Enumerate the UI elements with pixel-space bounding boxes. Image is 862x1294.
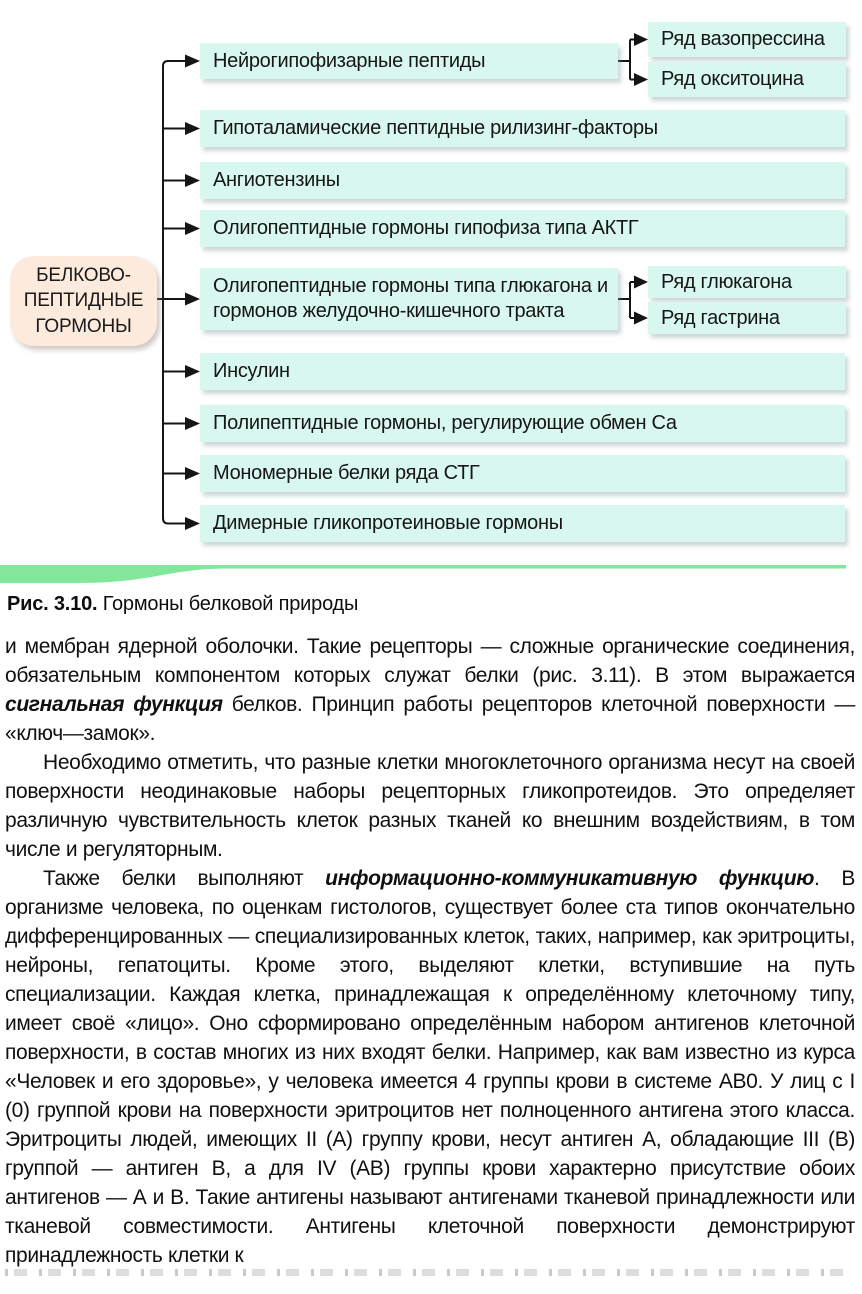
box-label: Ряд гастрина [661, 306, 780, 329]
diagram-box-glucagon-series [648, 266, 846, 298]
root-node [10, 256, 157, 346]
box-label: Мономерные белки ряда СТГ [213, 462, 480, 484]
diagram-box-gastrin-series [648, 302, 846, 334]
figure-caption [7, 593, 862, 616]
paragraph: Также белки выполняют информационно-коммуникативную функцию. В организме человека, по оценкам гистологов, существует более ста типов окончательно дифференцированных — специализированных клеток, таких, например, как эритроциты, нейроны, гепатоциты. Кроме этого, выделяют клетки, вступившие на путь специализации. Каждая клетка, принадлежащая к определённому клеточному типу, имеет своё «лицо». Оно сформировано определённым набором антигенов клеточной поверхности, в состав многих из них входят белки. Например, как вам известно из курса «Человек и его здоровье», у человека имеется 4 группы крови в системе АВ0. У лиц с I (0) группой крови на поверхности эритроцитов нет полноценного антигена этого класса. Эритроциты людей, имеющих II (А) группу крови, несут антиген А, обладающие III (В) группой — антиген В, а для IV (АВ) группы крови характерно присутствие обоих антигенов — А и В. Такие антигены называют антигенами тканевой принадлежности или тканевой совместимости. Антигены клеточной поверхности демонстрируют принадлежность клетки к [5, 867, 855, 1267]
section-divider [0, 565, 848, 583]
diagram-box-neurohypophyseal [200, 43, 618, 79]
diagram-box-monomeric-stg [200, 455, 845, 492]
box-label: Ряд окситоцина [661, 68, 804, 90]
diagram-box-acth [200, 210, 845, 247]
diagram-box-hypothalamic [200, 110, 845, 147]
box-label: Олигопептидные гормоны типа глюкагона и гормонов желудочно-кишечного тракта [213, 275, 608, 322]
paragraph: и мембран ядерной оболочки. Такие рецепторы — сложные органические соединения, обязательным компонентом которых служат белки (рис. 3.11). В этом выражается сигнальная функция белков. Принцип работы рецепторов клеточной поверхности — «ключ—замок». [5, 635, 855, 745]
box-label: Ряд глюкагона [661, 270, 792, 293]
figure-title: Гормоны белковой природы [102, 593, 359, 615]
cropped-next-line [5, 1269, 850, 1276]
diagram-box-oxytocin [648, 62, 846, 97]
diagram-box-angiotensins [200, 162, 845, 199]
diagram-box-glucagon-type [200, 268, 618, 330]
diagram-box-vasopressin [648, 22, 846, 57]
diagram-box-insulin [200, 353, 845, 390]
box-label: Димерные гликопротеиновые гормоны [213, 512, 563, 534]
box-label: Инсулин [213, 360, 290, 382]
box-label: Полипептидные гормоны, регулирующие обмен Са [213, 412, 677, 434]
figure-number: Рис. 3.10. [7, 593, 98, 615]
box-label: Олигопептидные гормоны гипофиза типа АКТГ [213, 217, 639, 239]
diagram-box-polypeptide-ca [200, 405, 845, 442]
box-label: Нейрогипофизарные пептиды [213, 49, 486, 72]
body-text [5, 632, 855, 1270]
box-label: Ряд вазопрессина [661, 28, 825, 50]
figure-3-10 [0, 0, 862, 560]
paragraph: Необходимо отметить, что разные клетки многоклеточного организма несут на своей поверхности неодинаковые наборы рецепторных гликопротеидов. Это определяет различную чувствительность клеток разных тканей ко внешним воздействиям, в том числе и регуляторным. [5, 751, 855, 861]
root-node-label: БЕЛКОВО-ПЕПТИДНЫЕ ГОРМОНЫ [23, 264, 144, 337]
diagram-box-dimeric-glycoprotein [200, 505, 845, 542]
box-label: Гипоталамические пептидные рилизинг-факторы [213, 117, 658, 139]
box-label: Ангиотензины [213, 169, 340, 191]
